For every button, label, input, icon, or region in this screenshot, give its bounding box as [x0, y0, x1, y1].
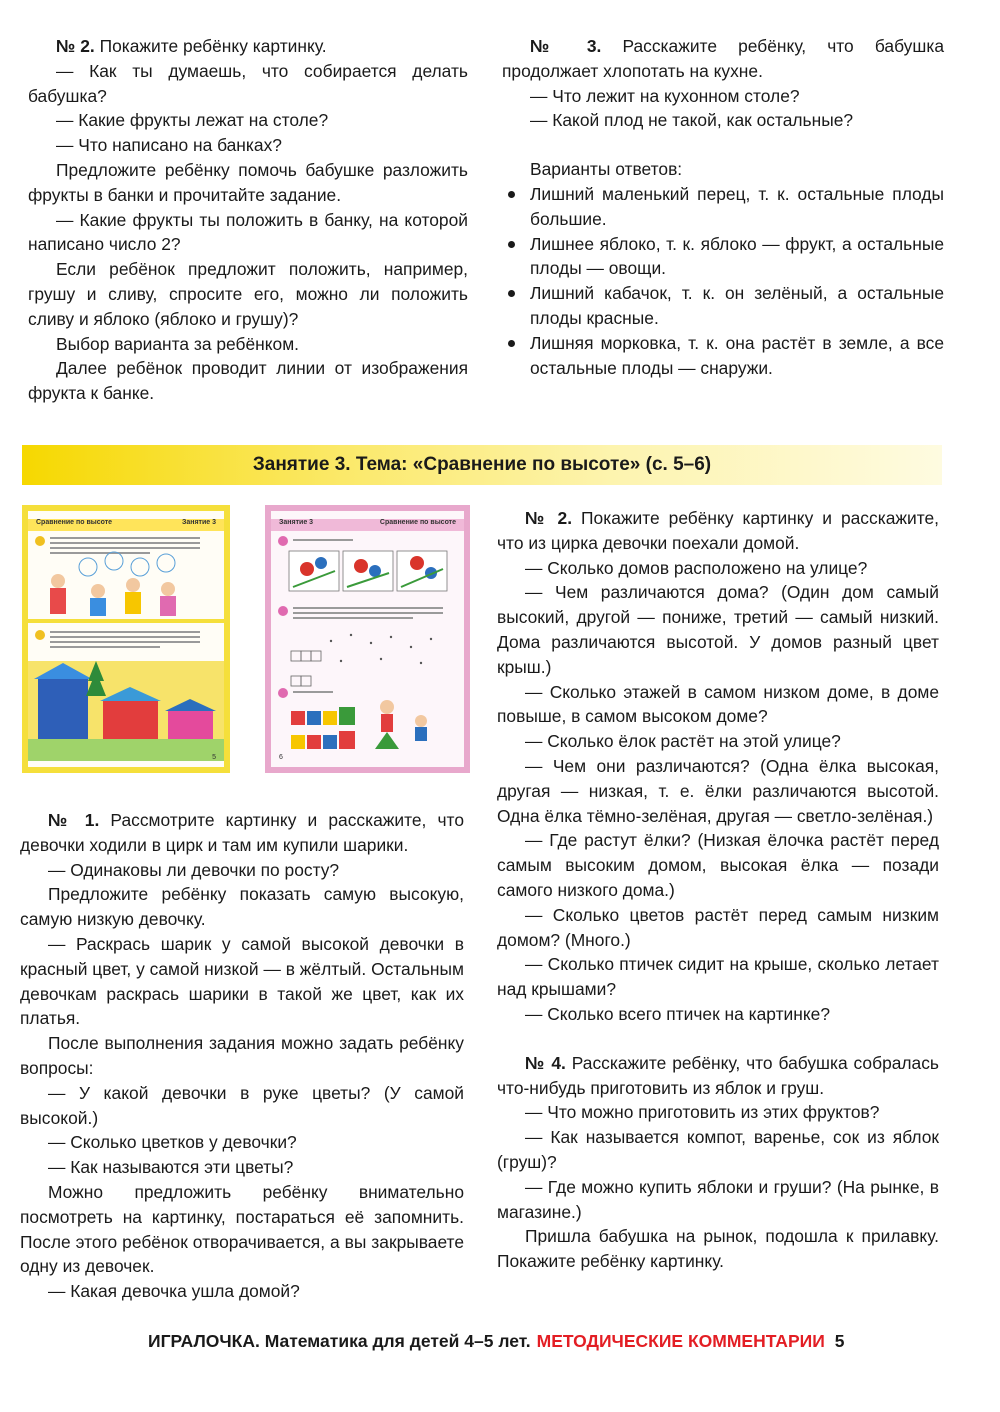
task-number: № 2. — [525, 508, 573, 528]
answers-list — [502, 182, 944, 380]
paragraph: — Как ты думаешь, что собирается делать бабушка? — [28, 60, 468, 106]
paragraph: — Какой плод не такой, как остальные? — [530, 110, 854, 131]
paragraph: — Раскрась шарик у самой высокой девочки в красный цвет, у самой низкой — в жёлтый. Остальным девочкам раскрась шарики в такой же цвет, как их платья. — [20, 933, 464, 1029]
task-number: № 3. — [530, 36, 602, 56]
task-number: № 1. — [48, 810, 100, 830]
paragraph: Предложите ребёнку показать самую высокую, самую низкую девочку. — [20, 884, 464, 930]
paragraph: — Чем различаются дома? (Один дом самый высокий, другой — пониже, третий — самый низкий. Дома различаются высотой. У домов разный цвет крыш.) — [497, 582, 939, 677]
task-number: № 2. — [56, 36, 95, 56]
paragraph: — Какие фрукты ты положить в банку, на которой написано число 2? — [28, 209, 468, 255]
page-number: 5 — [834, 1331, 845, 1351]
paragraph: — Как называются эти цветы? — [48, 1157, 294, 1178]
paragraph: — Где можно купить яблоки и груши? (На рынке, в магазине.) — [497, 1176, 939, 1222]
paragraph-text: Расскажите ребёнку, что бабушка собралась что-нибудь приготовить из яблок и груш. — [497, 1052, 939, 1098]
thumbnail-illustration — [271, 511, 464, 767]
paragraph: Можно предложить ребёнку внимательно посмотреть на картинку, постараться её запомнить. После этого ребёнок отворачивается, а вы закрываете одну из девочек. — [20, 1181, 464, 1277]
thumbnail-illustration — [28, 511, 224, 767]
paragraph: — Сколько всего птичек на картинке? — [525, 1003, 831, 1024]
paragraph: Далее ребёнок проводит линии от изображения фрукта к банке. — [28, 358, 468, 404]
thumbnail-page-6 — [265, 505, 470, 773]
paragraph: — Где растут ёлки? (Низкая ёлочка растёт перед самым высоким домом, высокая ёлка — позади самого низкого дома.) — [497, 830, 939, 900]
paragraph-text: Покажите ребёнку картинку. — [94, 36, 327, 56]
paragraph: — Одинаковы ли девочки по росту? — [48, 859, 340, 880]
paragraph: — У какой девочки в руке цветы? (У самой высокой.) — [20, 1082, 464, 1128]
paragraph: — Какие фрукты лежат на столе? — [56, 110, 329, 131]
column-bottom-left — [20, 808, 464, 1304]
thumbnail-header-title: Сравнение по высоте — [379, 519, 456, 526]
book-title: ИГРАЛОЧКА. Математика для детей 4–5 лет. — [148, 1331, 531, 1351]
list-item: Лишняя морковка, т. к. она растёт в земле, а все остальные плоды — снаружи. — [502, 331, 944, 381]
paragraph: — Что лежит на кухонном столе? — [530, 85, 800, 106]
paragraph: — Сколько птичек сидит на крыше, сколько летает над крышами? — [497, 954, 939, 1000]
paragraph: Предложите ребёнку помочь бабушке разложить фрукты в банки и прочитайте задание. — [28, 159, 468, 205]
column-top-right — [502, 34, 944, 380]
paragraph: — Что можно приготовить из этих фруктов? — [525, 1102, 880, 1123]
thumbnail-page — [271, 511, 464, 767]
paragraph-text: Покажите ребёнку картинку и расскажите, что из цирка девочки поехали домой. — [497, 508, 939, 553]
paragraph — [502, 34, 944, 84]
thumbnail-header-title: Сравнение по высоте — [36, 519, 113, 526]
paragraph: Выбор варианта за ребёнком. — [56, 333, 300, 354]
paragraph: Пришла бабушка на рынок, подошла к прилавку. Покажите ребёнку картинку. — [497, 1226, 939, 1272]
column-bottom-right — [497, 506, 939, 1274]
paragraph: — Сколько ёлок растёт на этой улице? — [525, 731, 841, 752]
paragraph: Если ребёнок предложит положить, например, грушу и сливу, спросите его, можно ли положить сливу и яблоко (яблоко и грушу)? — [28, 259, 468, 329]
thumbnail-page-5 — [22, 505, 230, 773]
task-number: № 4. — [525, 1052, 566, 1073]
paragraph-text: Расскажите ребёнку, что бабушка продолжает хлопотать на кухне. — [502, 36, 944, 81]
list-item: Лишний маленький перец, т. к. остальные плоды большие. — [502, 182, 944, 232]
paragraph: После выполнения задания можно задать ребёнку вопросы: — [20, 1033, 464, 1078]
paragraph-text: Рассмотрите картинку и расскажите, что девочки ходили в цирк и там им купили шарики. — [20, 810, 465, 855]
paragraph: — Сколько этажей в самом низком доме, в доме повыше, в самом высоком доме? — [497, 681, 939, 727]
section-title: МЕТОДИЧЕСКИЕ КОММЕНТАРИИ — [536, 1331, 825, 1351]
paragraph: — Какая девочка ушла домой? — [48, 1281, 300, 1302]
column-top-left — [28, 34, 468, 406]
paragraph — [20, 808, 464, 858]
thumbnail-page — [28, 511, 224, 767]
thumbnail-page-number: 5 — [212, 754, 216, 761]
list-item: Лишнее яблоко, т. к. яблоко — фрукт, а остальные плоды — овощи. — [502, 232, 944, 282]
thumbnail-header-lesson: Занятие 3 — [279, 519, 314, 526]
paragraph: — Сколько домов расположено на улице? — [525, 557, 868, 578]
paragraph: — Что написано на банках? — [56, 135, 282, 156]
paragraph: — Как называется компот, варенье, сок из яблок (груш)? — [497, 1127, 939, 1172]
paragraph: — Сколько цветков у девочки? — [48, 1132, 297, 1153]
thumbnail-page-number: 6 — [279, 754, 283, 761]
lesson-banner — [22, 445, 942, 485]
answers-heading: Варианты ответов: — [530, 159, 683, 180]
paragraph — [497, 506, 939, 556]
page-footer — [148, 1331, 948, 1357]
list-item: Лишний кабачок, т. к. он зелёный, а остальные плоды красные. — [502, 281, 944, 331]
paragraph — [28, 34, 468, 59]
lesson-title: Занятие 3. Тема: «Сравнение по высоте» (с. 5–6) — [252, 454, 712, 475]
paragraph: — Чем они различаются? (Одна ёлка высокая, другая — низкая, т. е. ёлки различаются высотой. Одна ёлка тёмно-зелёная, другая — светло-зелёная.) — [497, 755, 939, 826]
thumbnail-header-lesson: Занятие 3 — [181, 519, 216, 526]
paragraph — [497, 1051, 939, 1101]
paragraph: — Сколько цветов растёт перед самым низким домом? (Много.) — [497, 904, 939, 950]
